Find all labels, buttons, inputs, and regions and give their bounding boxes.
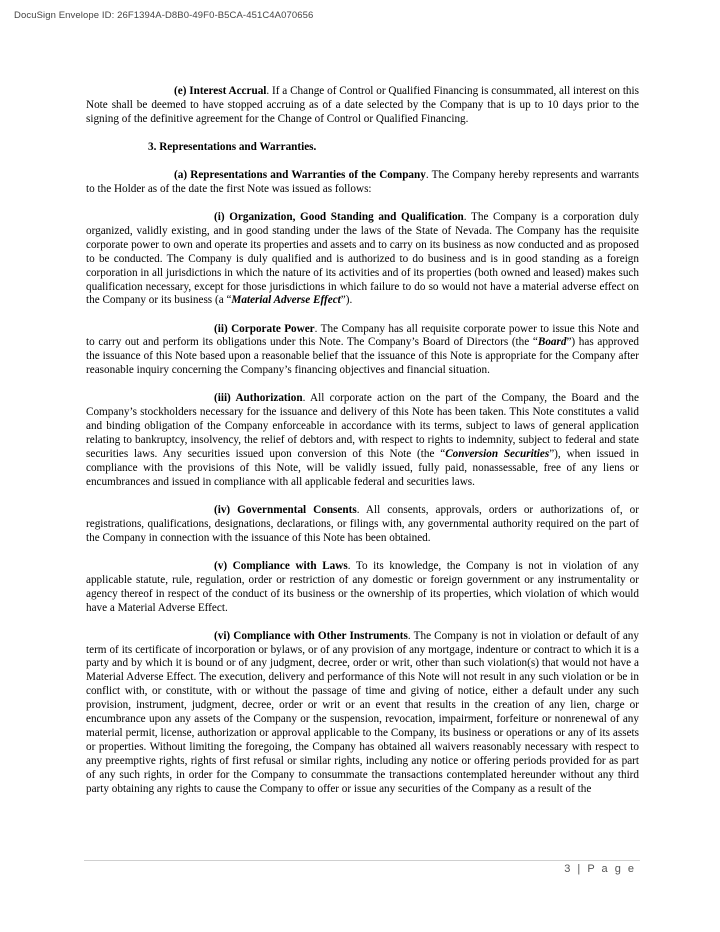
text-organization: . The Company is a corporation duly organized, validly existing, and in good standing under the laws of the State of Nevada. The Company has the requisite corporate power to own and operate its properties and assets and to carry on its business as now conducted and as proposed to be conducted. The Company is duly qualified and is authorized to do business and is in good standing as a foreign corporation in all jurisdictions in which the nature of its activities and of its properties (both owned and leased) makes such qualification necessary, except for those jurisdictions in which failure to do so would not have a material adverse effect on the Company or its business (a “ [86,211,639,307]
text-compliance-instruments: . The Company is not in violation or default of any term of its certificate of incorporation or bylaws, or of any provision of any mortgage, indenture or contract to which it is a party and by which it is bound or of any judgment, decree, order or writ, other than such violation(s) that would not have a Material Adverse Effect. The execution, delivery and performance of this Note will not result in any such violation or be in conflict with, or constitute, with or without the passage of time and giving of notice, either a default under any such provision, instrument, judgment, decree, order or writ or an event that results in the creation of any lien, charge or encumbrance upon any assets of the Company or the suspension, revocation, impairment, forfeiture or nonrenewal of any material permit, license, authorization or approval applicable to the Company, its business or operations or any of its assets or properties. Without limiting the foregoing, the Company has obtained all waivers reasonably necessary with respect to any preemptive rights, rights of first refusal or similar rights, including any notice or offering periods provided for as part of any such rights, in order for the Company to consummate the transactions contemplated hereunder without any third party obtaining any rights to cause the Company to offer or issue any securities of the Company as a result of the [86,629,639,795]
heading-compliance-laws: (v) Compliance with Laws [214,559,348,572]
paragraph-governmental-consents [86,504,639,546]
text-authorization-tail: ”), when issued in compliance with the provisions of this Note, will be validly issued, fully paid, nonassessable, free of any liens or encumbrances and issued in compliance with all applicable federal and securities laws. [86,447,639,488]
text-corporate-power-tail: ”) has approved the issuance of this Note based upon a reasonable belief that the issuance of this Note is appropriate for the Company after reasonable inquiry concerning the Company’s financing objectives and financial situation. [86,336,640,377]
paragraph-corporate-power [86,323,639,379]
defined-term-board: Board [537,336,567,349]
heading-interest-accrual: (e) Interest Accrual [174,85,267,97]
paragraph-compliance-instruments [86,630,639,797]
text-governmental-consents: . All consents, approvals, orders or authorizations of, or registrations, qualifications, designations, declarations, or filings with, any governmental authority required on the part of the Company in connection with the issuance of this Note has been obtained. [86,503,639,544]
document-body [86,85,639,811]
text-authorization: . All corporate action on the part of the Company, the Board and the Company’s stockholders necessary for the issuance and delivery of this Note has been taken. This Note constitutes a valid and binding obligation of the Company enforceable in accordance with its terms, subject to laws of general application relating to bankruptcy, insolvency, the relief of debtors and, with respect to rights to indemnity, subject to federal and state securities laws. Any securities issued upon conversion of this Note (the “ [86,392,639,460]
text-interest-accrual: . If a Change of Control or Qualified Financing is consummated, all interest on this Note shall be deemed to have stopped accruing as of a date selected by the Company that is up to 10 days prior to the signing of the definitive agreement for the Change of Control or Qualified Financing. [86,85,639,125]
text-organization-tail: ”). [340,294,353,307]
paragraph-interest-accrual [86,85,639,127]
paragraph-organization [86,211,639,308]
footer-divider [84,860,640,861]
heading-organization: (i) Organization, Good Standing and Qualification [214,211,464,223]
heading-section-3: 3. Representations and Warranties. [148,140,317,153]
paragraph-compliance-laws [86,560,639,616]
defined-term-conversion-securities: Conversion Securities [445,447,550,460]
heading-governmental-consents: (iv) Governmental Consents [214,503,357,516]
paragraph-reps-company [86,169,639,197]
page-number: 3 | P a g e [564,863,636,875]
heading-corporate-power: (ii) Corporate Power [214,322,315,335]
envelope-id: DocuSign Envelope ID: 26F1394A-D8B0-49F0-B5CA-451C4A070656 [14,10,314,21]
text-reps-company: . The Company hereby represents and warrants to the Holder as of the date the first Note was issued as follows: [86,169,639,195]
text-corporate-power: . The Company has all requisite corporate power to issue this Note and to carry out and perform its obligations under this Note. The Company’s Board of Directors (the “ [86,322,640,349]
heading-authorization: (iii) Authorization [214,392,303,405]
paragraph-authorization [86,392,639,489]
paragraph-section-3 [86,141,639,155]
heading-reps-company: (a) Representations and Warranties of the Company [174,169,426,181]
heading-compliance-instruments: (vi) Compliance with Other Instruments [214,629,408,642]
text-compliance-laws: . To its knowledge, the Company is not in violation of any applicable statute, rule, regulation, order or restriction of any domestic or foreign government or any instrumentality or agency thereof in respect of the conduct of its business or the ownership of its properties, which violation of which would have a Material Adverse Effect. [86,559,639,614]
defined-term-material-adverse-effect: Material Adverse Effect [231,294,341,307]
